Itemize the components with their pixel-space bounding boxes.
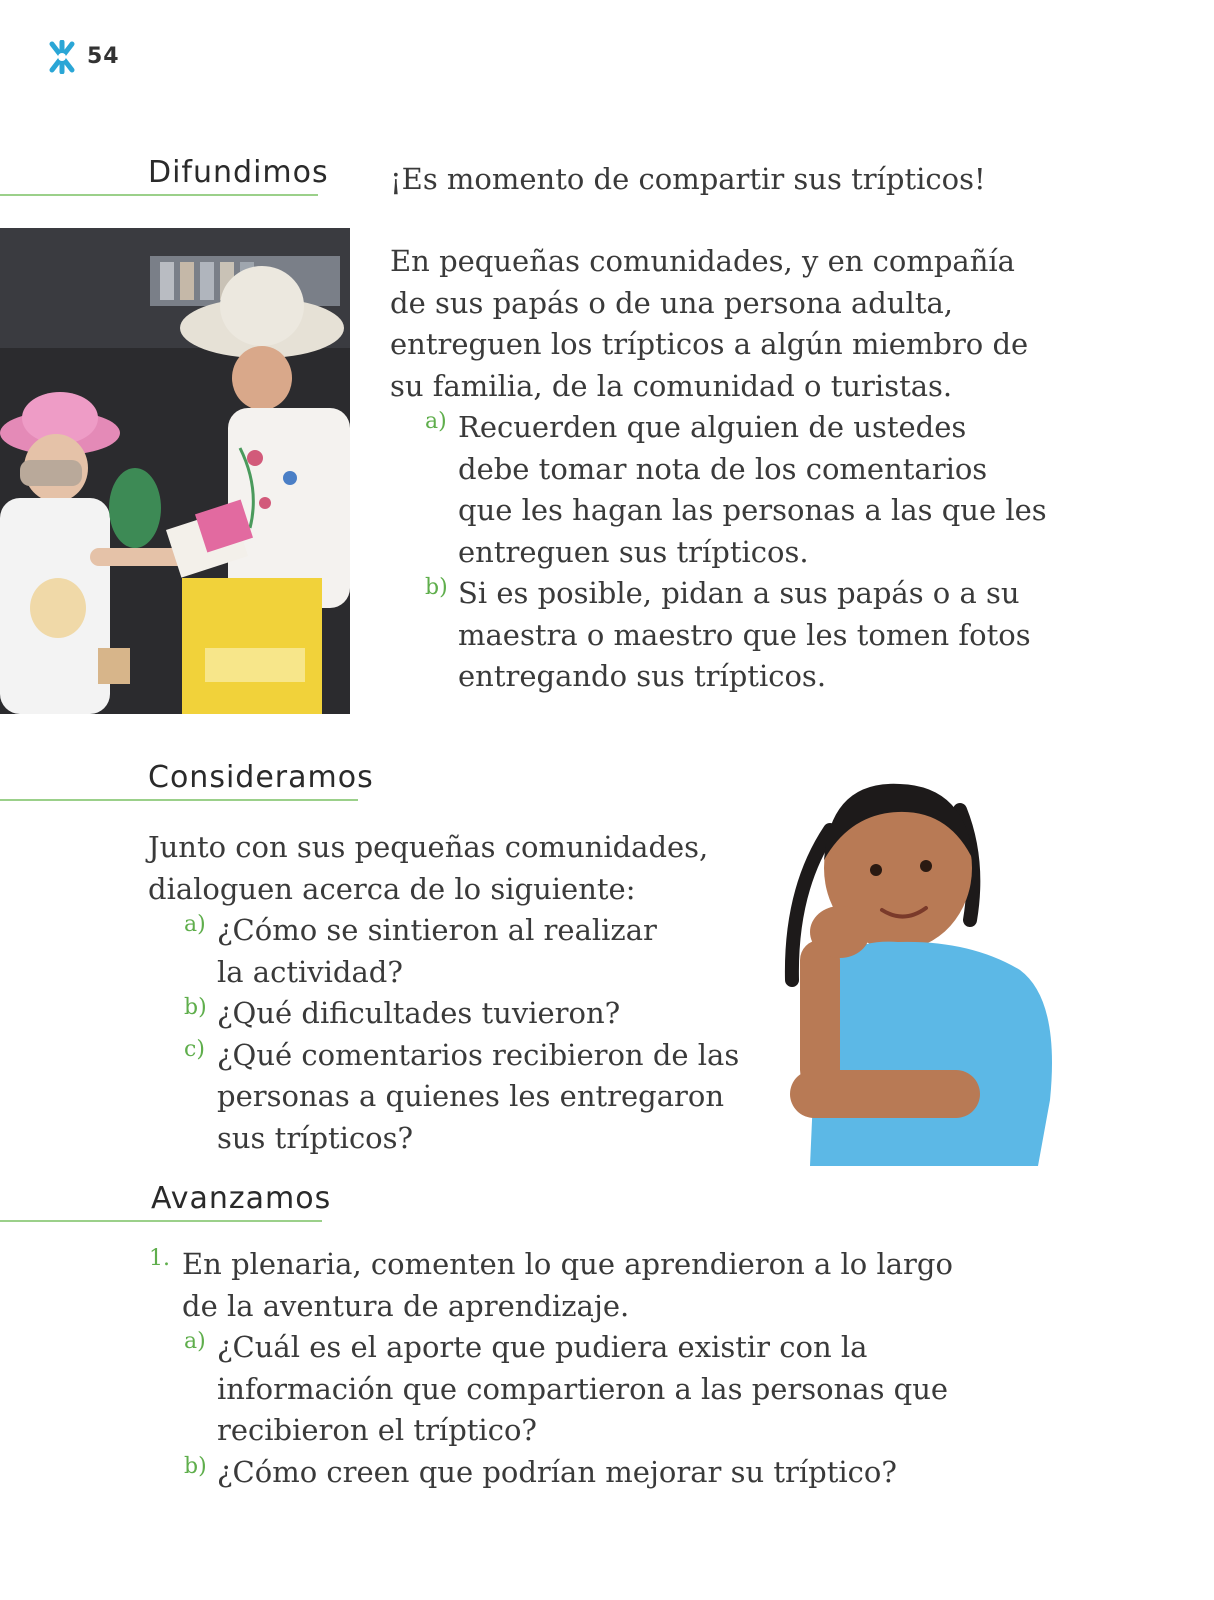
list-item	[184, 1327, 949, 1452]
list-line: maestra o maestro que les tomen fotos	[458, 617, 1031, 652]
section-rule	[0, 194, 318, 196]
list-marker: 1.	[149, 1246, 170, 1271]
list-line: sus trípticos?	[217, 1120, 414, 1155]
consideramos-list	[184, 910, 740, 1159]
list-line: ¿Cómo se sintieron al realizar	[217, 913, 657, 947]
list-item	[184, 1452, 948, 1494]
avanzamos-sublist	[184, 1327, 949, 1493]
asterisk-logo-icon	[48, 40, 76, 74]
section-title-avanzamos: Avanzamos	[151, 1181, 332, 1216]
list-line: ¿Cómo creen que podrían mejorar su tríptico?	[217, 1454, 897, 1489]
list-item	[184, 993, 739, 1035]
list-line: debe tomar nota de los comentarios	[458, 451, 988, 486]
list-marker: a)	[184, 1329, 206, 1354]
list-item	[184, 1035, 740, 1160]
list-line: Si es posible, pidan a sus papás o a su	[458, 576, 1020, 610]
section-rule	[0, 799, 358, 801]
paragraph-line: de sus papás o de una persona adulta,	[390, 285, 953, 320]
section-rule	[0, 1220, 322, 1222]
list-marker: c)	[184, 1036, 205, 1062]
section-title-difundimos: Difundimos	[148, 155, 329, 190]
photo-people-handing-triptychs	[0, 228, 350, 714]
list-line: de la aventura de aprendizaje.	[182, 1288, 630, 1323]
list-line: ¿Cuál es el aporte que pudiera existir con la	[217, 1330, 868, 1364]
difundimos-paragraph	[390, 241, 1028, 407]
list-line: información que compartieron a las personas que	[217, 1371, 949, 1406]
list-line: ¿Qué dificultades tuvieron?	[217, 996, 621, 1030]
list-marker: a)	[184, 912, 206, 937]
paragraph-line: su familia, de la comunidad o turistas.	[390, 368, 953, 403]
list-marker: b)	[184, 1453, 207, 1479]
list-line: ¿Qué comentarios recibieron de las	[217, 1037, 740, 1072]
list-line: la actividad?	[217, 954, 403, 989]
list-line: recibieron el tríptico?	[217, 1413, 537, 1447]
section-title-consideramos: Consideramos	[148, 760, 374, 795]
list-line: En plenaria, comenten lo que aprendieron a lo largo	[182, 1247, 953, 1281]
paragraph-line: entreguen los trípticos a algún miembro de	[390, 327, 1029, 361]
list-line: Recuerden que alguien de ustedes	[458, 410, 967, 444]
consideramos-intro	[148, 827, 708, 910]
paragraph-line: Junto con sus pequeñas comunidades,	[148, 830, 709, 864]
list-line: que les hagan las personas a las que les	[458, 493, 1047, 527]
list-item	[425, 407, 1047, 573]
difundimos-list	[425, 407, 1047, 698]
paragraph-line: En pequeñas comunidades, y en compañía	[390, 244, 1015, 278]
list-item	[184, 910, 739, 993]
photo-thinking-girl	[770, 770, 1060, 1166]
list-line: personas a quienes les entregaron	[217, 1079, 725, 1113]
list-marker: b)	[184, 995, 207, 1020]
page-number: 54	[87, 44, 120, 69]
paragraph-line: dialoguen acerca de lo siguiente:	[148, 871, 636, 906]
difundimos-intro: ¡Es momento de compartir sus trípticos!	[390, 162, 986, 196]
list-item	[149, 1244, 1214, 1327]
list-marker: a)	[425, 409, 447, 434]
list-item	[425, 573, 1047, 698]
list-line: entreguen sus trípticos.	[458, 534, 809, 569]
list-marker: b)	[425, 575, 448, 600]
list-line: entregando sus trípticos.	[458, 659, 827, 693]
